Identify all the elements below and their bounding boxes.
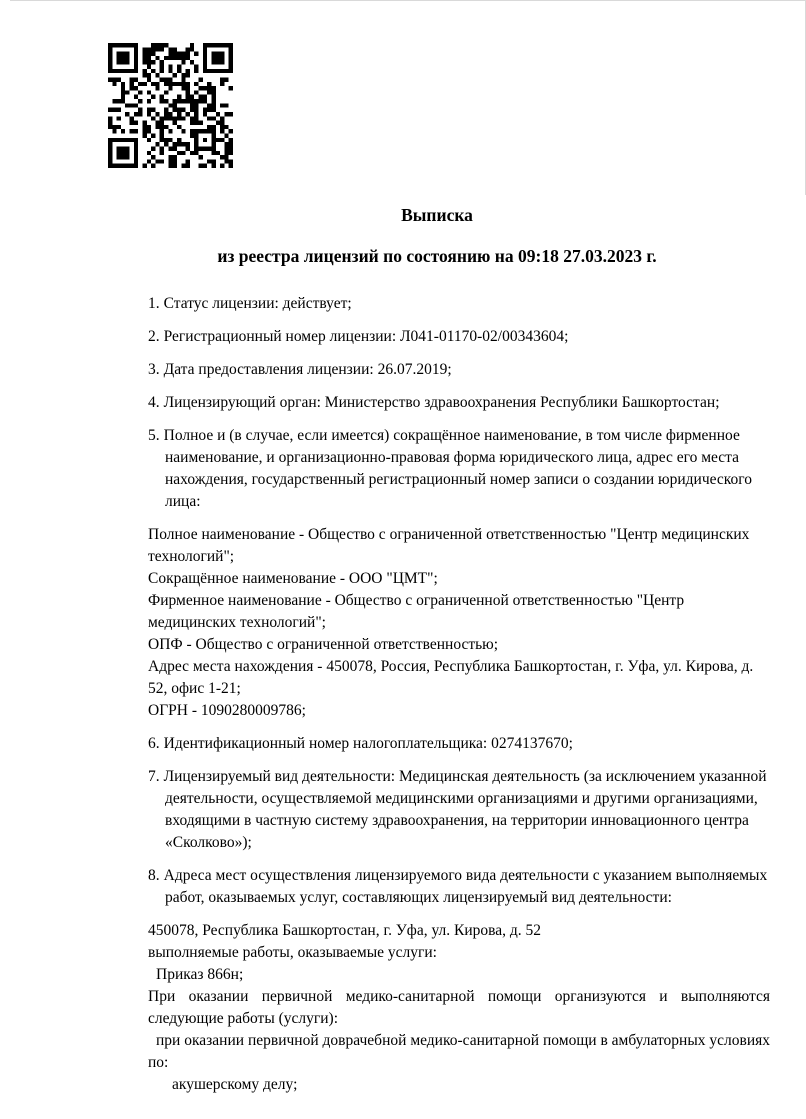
document-body bbox=[148, 293, 770, 1096]
item-text: Статус лицензии: действует; bbox=[163, 295, 352, 312]
item-text: Идентификационный номер налогоплательщика: 0274137670; bbox=[163, 735, 573, 752]
list-item-grant-date bbox=[148, 359, 770, 381]
item-number: 3. bbox=[148, 361, 160, 378]
work-line-midwifery: акушерскому делу; bbox=[172, 1076, 298, 1093]
item-text: Лицензирующий орган: Министерство здравоохранения Республики Башкортостан; bbox=[163, 394, 720, 411]
org-legal-form: ОПФ - Общество с ограниченной ответственностью; bbox=[148, 636, 499, 653]
list-item-reg-number bbox=[148, 326, 770, 348]
page-title: Выписка bbox=[401, 205, 473, 225]
item-number: 5. bbox=[148, 427, 160, 444]
work-line-primary-care: При оказании первичной медико-санитарной помощи организуются и выполняются следующие работы (услуги): bbox=[148, 988, 770, 1027]
work-line-order: Приказ 866н; bbox=[156, 966, 244, 983]
org-ogrn: ОГРН - 1090280009786; bbox=[148, 702, 306, 719]
facility-block bbox=[148, 920, 770, 1096]
facility-address: 450078, Республика Башкортостан, г. Уфа, ул. Кирова, д. 52 bbox=[148, 922, 542, 939]
page-top-edge bbox=[10, 0, 806, 1]
list-item-org-names bbox=[148, 425, 770, 513]
item-number: 2. bbox=[148, 328, 160, 345]
list-item-inn bbox=[148, 733, 770, 755]
document-heading bbox=[104, 204, 770, 267]
item-number: 7. bbox=[148, 768, 160, 785]
item-text: Лицензируемый вид деятельности: Медицинская деятельность (за исключением указанной деятельности, осуществляемой медицинскими организациями и другими организациями, входящими в частную систему здравоохранения, на территории инновационного центра «Сколково»); bbox=[163, 768, 767, 851]
list-item-activity-type bbox=[148, 766, 770, 854]
list-item-status bbox=[148, 293, 770, 315]
item-text: Полное и (в случае, если имеется) сокращённое наименование, в том числе фирменное наименование, и организационно-правовая форма юридического лица, адрес его места нахождения, государственный регистрационный номер записи о создании юридического лица: bbox=[163, 427, 753, 510]
page-subtitle: из реестра лицензий по состоянию на 09:18 27.03.2023 г. bbox=[217, 246, 657, 266]
org-details-block bbox=[148, 524, 770, 722]
work-line-prehospital-care: при оказании первичной доврачебной медико-санитарной помощи в амбулаторных условиях по: bbox=[148, 1032, 770, 1071]
qr-code-icon bbox=[108, 43, 233, 168]
item-number: 6. bbox=[148, 735, 160, 752]
org-brand-name: Фирменное наименование - Общество с ограниченной ответственностью "Центр медицинских технологий"; bbox=[148, 592, 685, 631]
org-address: Адрес места нахождения - 450078, Россия, Республика Башкортостан, г. Уфа, ул. Кирова, д. 52, офис 1-21; bbox=[148, 658, 754, 697]
item-text: Регистрационный номер лицензии: Л041-01170-02/00343604; bbox=[163, 328, 569, 345]
list-item-activity-addresses bbox=[148, 865, 770, 909]
item-number: 4. bbox=[148, 394, 160, 411]
item-text: Адреса мест осуществления лицензируемого вида деятельности с указанием выполняемых работ, оказываемых услуг, составляющих лицензируемый вид деятельности: bbox=[163, 867, 768, 906]
item-text: Дата предоставления лицензии: 26.07.2019; bbox=[163, 361, 452, 378]
org-full-name: Полное наименование - Общество с ограниченной ответственностью "Центр медицинских технологий"; bbox=[148, 526, 750, 565]
org-short-name: Сокращённое наименование - ООО "ЦМТ"; bbox=[148, 570, 438, 587]
item-number: 8. bbox=[148, 867, 160, 884]
list-item-authority bbox=[148, 392, 770, 414]
works-header: выполняемые работы, оказываемые услуги: bbox=[148, 944, 437, 961]
item-number: 1. bbox=[148, 295, 160, 312]
